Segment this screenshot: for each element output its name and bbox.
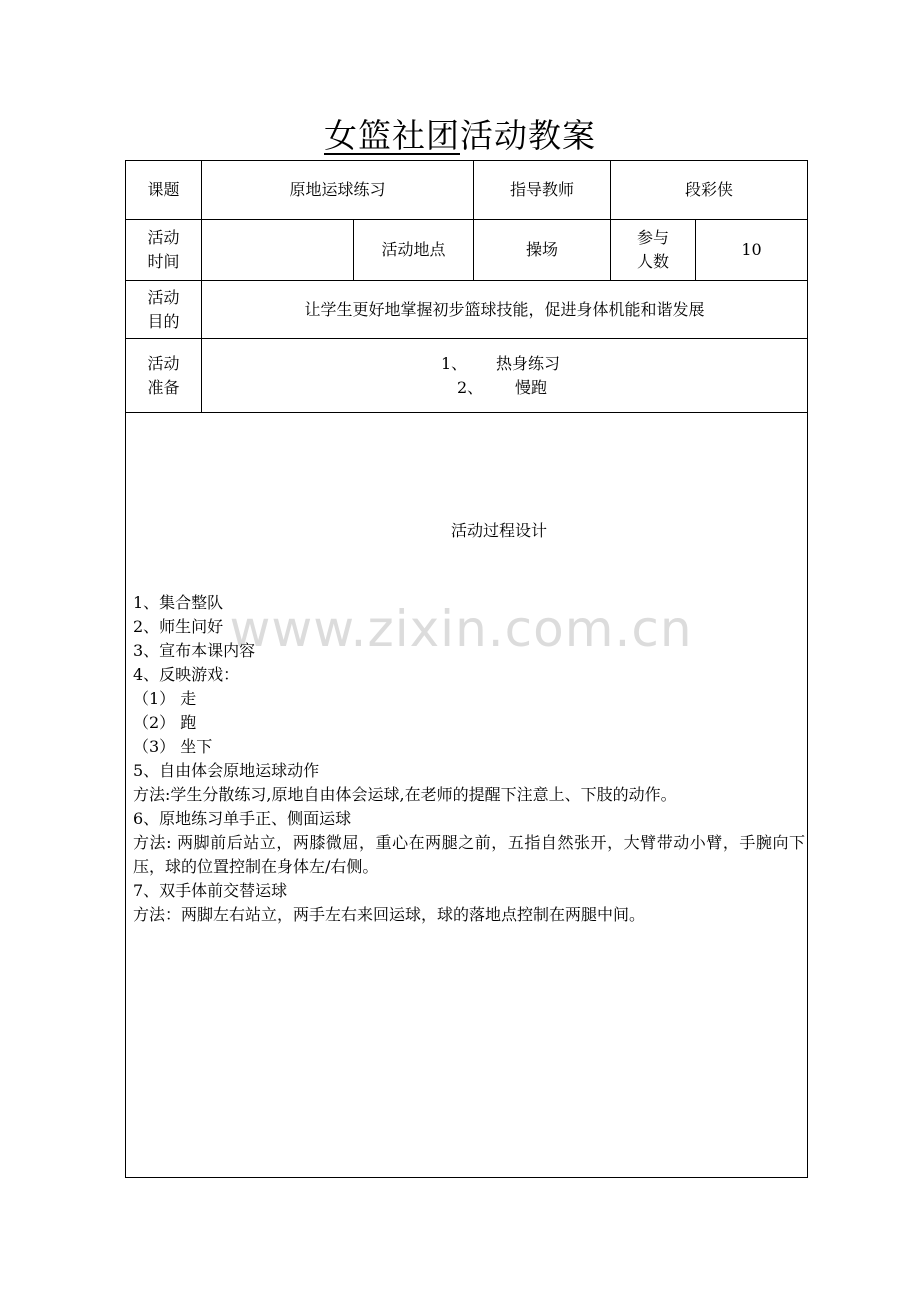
list-item: 4、反映游戏：	[133, 665, 240, 684]
list-item: 3、宣布本课内容	[133, 641, 256, 660]
list-item: （3） 坐下	[133, 737, 213, 756]
list-item: 方法：两脚左右站立，两手左右来回运球，球的落地点控制在两腿中间。	[133, 905, 646, 924]
title-club-name: 女篮社团	[324, 116, 460, 155]
topic-value: 原地运球练习	[289, 180, 386, 199]
teacher-value: 段彩侠	[684, 180, 733, 199]
teacher-label: 指导教师	[509, 180, 574, 199]
list-item: 2、师生问好	[133, 617, 224, 636]
table-rule	[125, 412, 808, 413]
list-item: 方法:学生分散练习,原地自由体会运球,在老师的提醒下注意上、下肢的动作。	[133, 785, 677, 804]
purpose-value: 让学生更好地掌握初步篮球技能，促进身体机能和谐发展	[304, 299, 705, 319]
list-item: 6、原地练习单手正、侧面运球	[133, 809, 352, 828]
participant-count-value: 10	[741, 240, 762, 259]
list-item-number: 2、	[457, 378, 484, 397]
preparation-label: 活动 准备	[147, 353, 180, 397]
list-item-number: 1、	[441, 354, 468, 373]
table-rule	[125, 338, 808, 339]
process-title: 活动过程设计	[450, 521, 547, 540]
time-label: 活动 时间	[147, 228, 180, 271]
list-item: 5、自由体会原地运球动作	[133, 761, 320, 780]
place-value: 操场	[525, 240, 558, 259]
list-item-text: 热身练习	[496, 354, 561, 373]
place-label: 活动地点	[381, 240, 446, 259]
topic-label: 课题	[147, 180, 180, 199]
list-item-text: 慢跑	[515, 378, 548, 397]
participant-count-label: 参与 人数	[636, 228, 669, 271]
document-title	[0, 112, 920, 160]
watermark: www.zixin.com.cn	[229, 600, 693, 658]
list-item: 7、双手体前交替运球	[133, 881, 288, 900]
list-item: 方法: 两脚前后站立，两膝微屈，重心在两腿之前，五指自然张开，大臂带动小臂，手腕向下压，球的位置控制在身体左/右侧。	[133, 833, 805, 876]
time-value	[202, 220, 353, 280]
title-suffix: 活动教案	[460, 116, 596, 155]
list-item: 1、集合整队	[133, 593, 224, 612]
list-item: （2） 跑	[133, 713, 197, 732]
purpose-label: 活动 目的	[147, 287, 180, 331]
process-steps	[133, 591, 805, 927]
list-item: （1） 走	[133, 689, 197, 708]
